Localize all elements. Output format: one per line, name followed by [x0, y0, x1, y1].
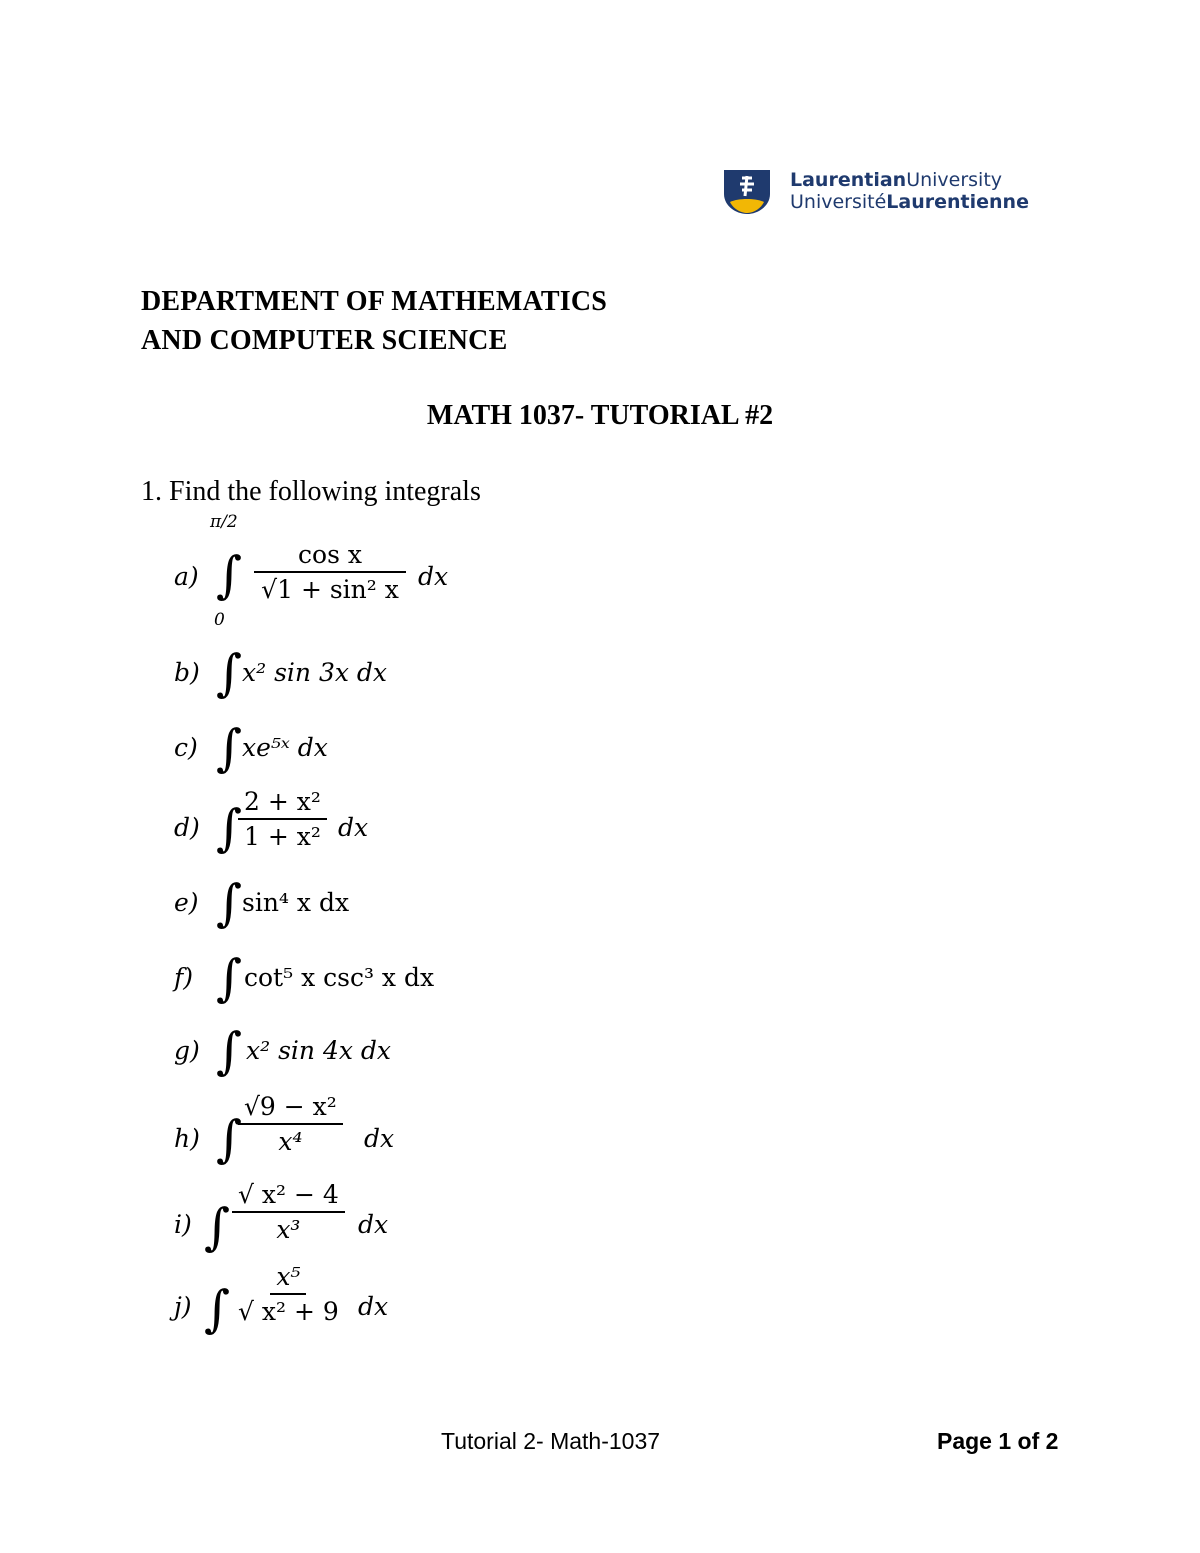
integral-sign-icon: ∫ — [216, 949, 243, 1007]
item-label: i) — [174, 1210, 192, 1239]
integral-sign-icon: ∫ — [216, 1022, 243, 1080]
integrand: sin⁴ x dx — [242, 888, 350, 917]
differential: dx — [338, 813, 369, 842]
item-label: h) — [174, 1124, 200, 1153]
fraction — [254, 540, 406, 604]
integral-sign-icon: ∫ — [216, 874, 243, 932]
integral-sign-icon: ∫ — [204, 1280, 231, 1338]
integrand: x² sin 3x dx — [242, 658, 387, 687]
differential: dx — [418, 562, 449, 591]
integral-sign-icon: ∫ — [216, 799, 243, 857]
department-line1: DEPARTMENT OF MATHEMATICS — [141, 286, 608, 317]
logo-line1-bold: Laurentian — [790, 169, 907, 191]
upper-limit: π/2 — [210, 512, 238, 532]
logo-line1-light: University — [906, 169, 1003, 191]
denominator: x⁴ — [278, 1127, 303, 1156]
denominator: √1 + sin² x — [261, 575, 399, 604]
denominator: x³ — [276, 1215, 301, 1244]
item-label: a) — [174, 562, 199, 591]
integrand: cot⁵ x csc³ x dx — [244, 963, 435, 992]
department-line2: AND COMPUTER SCIENCE — [141, 325, 508, 356]
fraction — [232, 1262, 345, 1326]
integral-sign-icon: ∫ — [216, 546, 243, 604]
integrand: xe⁵ˣ dx — [242, 733, 328, 762]
item-label: f) — [174, 963, 194, 992]
integrand: x² sin 4x dx — [246, 1036, 391, 1065]
integral-sign-icon: ∫ — [216, 719, 243, 777]
numerator: cos x — [254, 540, 406, 573]
fraction — [232, 1180, 345, 1244]
numerator: 2 + x² — [238, 787, 327, 820]
integral-sign-icon: ∫ — [216, 1110, 243, 1168]
item-label: e) — [174, 888, 199, 917]
fraction — [238, 787, 327, 851]
numerator: x⁵ — [270, 1262, 306, 1295]
numerator: √9 − x² — [238, 1092, 343, 1125]
question-number: 1. — [141, 476, 162, 507]
item-label: g) — [174, 1036, 200, 1065]
department-heading — [141, 282, 607, 360]
shield-icon — [722, 168, 772, 216]
numerator: √ x² − 4 — [232, 1180, 345, 1213]
footer-title: Tutorial 2- Math-1037 — [441, 1428, 661, 1454]
question-text: Find the following integrals — [169, 476, 481, 507]
logo-line2-bold: Laurentienne — [886, 191, 1029, 213]
question-prompt — [141, 476, 481, 508]
differential: dx — [358, 1210, 389, 1239]
item-label: j) — [174, 1292, 192, 1321]
denominator: 1 + x² — [244, 822, 321, 851]
page-number: Page 1 of 2 — [937, 1428, 1059, 1454]
item-label: c) — [174, 733, 198, 762]
item-label: d) — [174, 813, 200, 842]
integral-sign-icon: ∫ — [216, 644, 243, 702]
logo-wordmark — [790, 169, 1029, 213]
logo-line2-light: Université — [790, 191, 887, 213]
differential: dx — [358, 1292, 389, 1321]
fraction — [238, 1092, 343, 1156]
item-label: b) — [174, 658, 200, 687]
differential: dx — [364, 1124, 395, 1153]
integral-sign-icon: ∫ — [204, 1198, 231, 1256]
lower-limit: 0 — [214, 610, 225, 630]
page-title: MATH 1037- TUTORIAL #2 — [426, 400, 774, 431]
denominator: √ x² + 9 — [238, 1297, 339, 1326]
